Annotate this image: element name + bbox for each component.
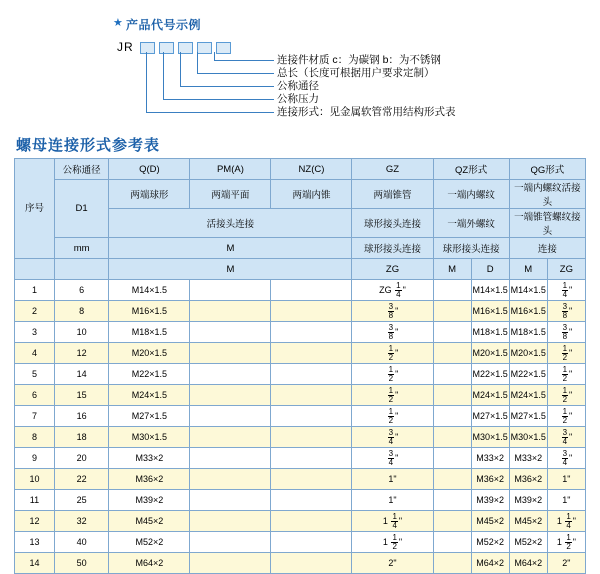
table-row bbox=[15, 490, 586, 511]
header-dn-unit: mm bbox=[54, 238, 108, 259]
leader-line bbox=[214, 52, 215, 60]
header-blank-dn bbox=[54, 259, 108, 280]
row-dn: 40 bbox=[54, 532, 108, 553]
row-pm bbox=[190, 301, 271, 322]
leader-line bbox=[197, 52, 198, 73]
row-qg-m: M18×1.5 bbox=[509, 322, 547, 343]
header-group-cn-qz-a: 一端内螺纹 bbox=[433, 180, 509, 209]
nut-connection-spec-table bbox=[14, 158, 586, 574]
row-seq: 2 bbox=[15, 301, 55, 322]
header-unit-qz-m: M bbox=[433, 259, 471, 280]
leader-line bbox=[180, 52, 181, 86]
row-nz bbox=[271, 553, 352, 574]
row-q: M18×1.5 bbox=[109, 322, 190, 343]
table-row bbox=[15, 301, 586, 322]
row-nz bbox=[271, 301, 352, 322]
row-qg-zg: $\frac{3}{4}$ " bbox=[547, 427, 585, 448]
row-seq: 9 bbox=[15, 448, 55, 469]
leader-line bbox=[197, 73, 274, 74]
row-qz-m bbox=[433, 301, 471, 322]
table-header bbox=[15, 159, 586, 280]
leader-line bbox=[146, 112, 274, 113]
row-q: M52×2 bbox=[109, 532, 190, 553]
row-qg-m: M30×1.5 bbox=[509, 427, 547, 448]
row-qg-zg: 1" bbox=[547, 469, 585, 490]
row-pm bbox=[190, 280, 271, 301]
legend-nominal-diameter: 公称通径 bbox=[277, 80, 319, 92]
legend-nominal-pressure: 公称压力 bbox=[277, 93, 319, 105]
row-gz: $\frac{1}{2}$ " bbox=[352, 406, 433, 427]
row-gz: 1 $\frac{1}{4}$ " bbox=[352, 511, 433, 532]
row-qz-m bbox=[433, 364, 471, 385]
row-qz-d: M52×2 bbox=[471, 532, 509, 553]
table-body bbox=[15, 280, 586, 574]
row-qg-zg: $\frac{1}{2}$ " bbox=[547, 364, 585, 385]
leader-line bbox=[163, 99, 274, 100]
header-group-sub-qg: 连接 bbox=[509, 238, 585, 259]
row-qz-d: M33×2 bbox=[471, 448, 509, 469]
row-dn: 32 bbox=[54, 511, 108, 532]
header-group-cn-gz: 两端锥管 bbox=[352, 180, 433, 209]
row-dn: 14 bbox=[54, 364, 108, 385]
row-qz-m bbox=[433, 490, 471, 511]
row-pm bbox=[190, 448, 271, 469]
row-nz bbox=[271, 343, 352, 364]
row-qg-zg: 1" bbox=[547, 490, 585, 511]
row-dn: 10 bbox=[54, 322, 108, 343]
row-pm bbox=[190, 511, 271, 532]
header-group-code-qg: QG形式 bbox=[509, 159, 585, 180]
row-qg-m: M24×1.5 bbox=[509, 385, 547, 406]
header-group-sub-qz: 球形接头连接 bbox=[433, 238, 509, 259]
row-qg-m: M22×1.5 bbox=[509, 364, 547, 385]
header-row-codes bbox=[15, 159, 586, 180]
row-qg-m: M45×2 bbox=[509, 511, 547, 532]
header-group-code-nz: NZ(C) bbox=[271, 159, 352, 180]
row-qg-m: M36×2 bbox=[509, 469, 547, 490]
row-qz-m bbox=[433, 385, 471, 406]
row-seq: 14 bbox=[15, 553, 55, 574]
row-gz: 2" bbox=[352, 553, 433, 574]
row-seq: 11 bbox=[15, 490, 55, 511]
header-group-code-pm: PM(A) bbox=[190, 159, 271, 180]
header-unit-qg-zg: ZG bbox=[547, 259, 585, 280]
row-q: M16×1.5 bbox=[109, 301, 190, 322]
row-seq: 1 bbox=[15, 280, 55, 301]
row-seq: 6 bbox=[15, 385, 55, 406]
row-dn: 16 bbox=[54, 406, 108, 427]
row-qg-zg: $\frac{1}{2}$ " bbox=[547, 406, 585, 427]
row-qz-d: M27×1.5 bbox=[471, 406, 509, 427]
row-gz: $\frac{1}{2}$ " bbox=[352, 385, 433, 406]
table-row bbox=[15, 322, 586, 343]
header-group-cn-qg-a: 一端内螺纹活接头 bbox=[509, 180, 585, 209]
row-pm bbox=[190, 469, 271, 490]
row-dn: 6 bbox=[54, 280, 108, 301]
row-qz-m bbox=[433, 448, 471, 469]
row-gz: $\frac{3}{4}$ " bbox=[352, 427, 433, 448]
table-row bbox=[15, 448, 586, 469]
row-seq: 3 bbox=[15, 322, 55, 343]
row-q: M45×2 bbox=[109, 511, 190, 532]
row-nz bbox=[271, 469, 352, 490]
row-qg-m: M64×2 bbox=[509, 553, 547, 574]
header-group-sub-gz: 球形接头连接 bbox=[352, 209, 433, 238]
row-seq: 12 bbox=[15, 511, 55, 532]
row-nz bbox=[271, 490, 352, 511]
row-qg-m: M20×1.5 bbox=[509, 343, 547, 364]
row-qz-m bbox=[433, 427, 471, 448]
row-nz bbox=[271, 364, 352, 385]
row-pm bbox=[190, 553, 271, 574]
legend-material: 连接件材质 c：为碳钢 b：为不锈钢 bbox=[277, 54, 441, 66]
row-nz bbox=[271, 511, 352, 532]
row-seq: 10 bbox=[15, 469, 55, 490]
row-seq: 5 bbox=[15, 364, 55, 385]
row-dn: 15 bbox=[54, 385, 108, 406]
row-dn: 25 bbox=[54, 490, 108, 511]
row-qg-zg: $\frac{3}{8}$ " bbox=[547, 301, 585, 322]
table-row bbox=[15, 364, 586, 385]
row-qz-d: M45×2 bbox=[471, 511, 509, 532]
table-row bbox=[15, 343, 586, 364]
row-gz: $\frac{3}{8}$ " bbox=[352, 301, 433, 322]
row-gz: 1 $\frac{1}{2}$ " bbox=[352, 532, 433, 553]
row-qg-m: M33×2 bbox=[509, 448, 547, 469]
row-qg-m: M52×2 bbox=[509, 532, 547, 553]
table-row bbox=[15, 406, 586, 427]
row-q: M33×2 bbox=[109, 448, 190, 469]
row-qg-zg: $\frac{1}{4}$ " bbox=[547, 280, 585, 301]
row-gz: $\frac{3}{4}$ " bbox=[352, 448, 433, 469]
row-nz bbox=[271, 406, 352, 427]
row-pm bbox=[190, 385, 271, 406]
row-pm bbox=[190, 343, 271, 364]
table-row bbox=[15, 427, 586, 448]
row-seq: 8 bbox=[15, 427, 55, 448]
row-dn: 20 bbox=[54, 448, 108, 469]
row-qg-zg: $\frac{1}{2}$ " bbox=[547, 343, 585, 364]
row-seq: 4 bbox=[15, 343, 55, 364]
header-dn-label: 公称通径 bbox=[54, 159, 108, 180]
row-qg-zg: 1 $\frac{1}{2}$ " bbox=[547, 532, 585, 553]
row-qz-d: M22×1.5 bbox=[471, 364, 509, 385]
row-qz-m bbox=[433, 406, 471, 427]
row-qz-d: M30×1.5 bbox=[471, 427, 509, 448]
row-qz-m bbox=[433, 322, 471, 343]
header-group-code-gz: GZ bbox=[352, 159, 433, 180]
row-qz-d: M24×1.5 bbox=[471, 385, 509, 406]
header-row-units bbox=[15, 259, 586, 280]
row-qz-m bbox=[433, 532, 471, 553]
header-group-cn-nz: 两端内锥 bbox=[271, 180, 352, 209]
section-title: 螺母连接形式参考表 bbox=[16, 137, 161, 154]
row-q: M39×2 bbox=[109, 490, 190, 511]
row-qg-zg: $\frac{1}{2}$ " bbox=[547, 385, 585, 406]
code-box-group bbox=[140, 42, 231, 54]
header-unit-zg: ZG bbox=[352, 259, 433, 280]
header-unit-qz-d: D bbox=[471, 259, 509, 280]
row-gz: 1" bbox=[352, 490, 433, 511]
row-qz-m bbox=[433, 469, 471, 490]
diagram-title: 产品代号示例 bbox=[126, 18, 202, 32]
row-pm bbox=[190, 322, 271, 343]
header-group-sub-gz-2: 球形接头连接 bbox=[352, 238, 433, 259]
row-nz bbox=[271, 385, 352, 406]
header-group-cn-pm: 两端平面 bbox=[190, 180, 271, 209]
row-gz: $\frac{1}{2}$ " bbox=[352, 364, 433, 385]
row-qg-zg: $\frac{3}{4}$ " bbox=[547, 448, 585, 469]
header-row-sub2 bbox=[15, 238, 586, 259]
row-seq: 13 bbox=[15, 532, 55, 553]
row-qg-m: M14×1.5 bbox=[509, 280, 547, 301]
header-group-code-qz: QZ形式 bbox=[433, 159, 509, 180]
legend-total-length: 总长（长度可根据用户要求定制） bbox=[277, 67, 435, 79]
row-q: M14×1.5 bbox=[109, 280, 190, 301]
row-qz-d: M18×1.5 bbox=[471, 322, 509, 343]
leader-line bbox=[163, 52, 164, 99]
row-gz: ZG $\frac{1}{4}$ " bbox=[352, 280, 433, 301]
row-dn: 22 bbox=[54, 469, 108, 490]
row-dn: 50 bbox=[54, 553, 108, 574]
row-pm bbox=[190, 427, 271, 448]
row-qz-m bbox=[433, 553, 471, 574]
row-nz bbox=[271, 322, 352, 343]
header-group-code-q: Q(D) bbox=[109, 159, 190, 180]
spec-table-wrap bbox=[14, 158, 586, 574]
row-qz-m bbox=[433, 280, 471, 301]
leader-line bbox=[214, 60, 274, 61]
row-dn: 18 bbox=[54, 427, 108, 448]
row-q: M64×2 bbox=[109, 553, 190, 574]
header-unit-qg-m: M bbox=[509, 259, 547, 280]
header-group-cn-qg-b: 一端锥管螺纹接头 bbox=[509, 209, 585, 238]
row-nz bbox=[271, 448, 352, 469]
header-unit-m-2: M bbox=[109, 259, 352, 280]
row-pm bbox=[190, 406, 271, 427]
row-q: M36×2 bbox=[109, 469, 190, 490]
code-box bbox=[140, 42, 155, 54]
header-row-cn bbox=[15, 180, 586, 209]
code-prefix-label: JR bbox=[117, 40, 134, 54]
row-qg-m: M27×1.5 bbox=[509, 406, 547, 427]
header-seq: 序号 bbox=[15, 159, 55, 259]
legend-connection-type: 连接形式：见金属软管常用结构形式表 bbox=[277, 106, 456, 118]
code-box bbox=[159, 42, 174, 54]
row-nz bbox=[271, 532, 352, 553]
row-qz-d: M16×1.5 bbox=[471, 301, 509, 322]
star-icon: ★ bbox=[113, 17, 123, 29]
row-q: M27×1.5 bbox=[109, 406, 190, 427]
header-dn-sub: D1 bbox=[54, 180, 108, 238]
row-qg-m: M16×1.5 bbox=[509, 301, 547, 322]
row-dn: 12 bbox=[54, 343, 108, 364]
header-blank-seq bbox=[15, 259, 55, 280]
row-gz: 1" bbox=[352, 469, 433, 490]
row-pm bbox=[190, 364, 271, 385]
code-box bbox=[216, 42, 231, 54]
row-q: M22×1.5 bbox=[109, 364, 190, 385]
header-group-cn-qz-b: 一端外螺纹 bbox=[433, 209, 509, 238]
table-row bbox=[15, 280, 586, 301]
table-row bbox=[15, 553, 586, 574]
row-qz-d: M14×1.5 bbox=[471, 280, 509, 301]
row-qg-zg: $\frac{3}{8}$ " bbox=[547, 322, 585, 343]
row-qg-m: M39×2 bbox=[509, 490, 547, 511]
row-pm bbox=[190, 490, 271, 511]
row-qz-d: M36×2 bbox=[471, 469, 509, 490]
row-qz-m bbox=[433, 511, 471, 532]
row-nz bbox=[271, 427, 352, 448]
row-gz: $\frac{1}{2}$ " bbox=[352, 343, 433, 364]
table-row bbox=[15, 385, 586, 406]
leader-line bbox=[146, 52, 147, 112]
row-nz bbox=[271, 280, 352, 301]
table-row bbox=[15, 511, 586, 532]
product-code-diagram bbox=[0, 0, 600, 135]
row-pm bbox=[190, 532, 271, 553]
code-box bbox=[197, 42, 212, 54]
row-qz-d: M20×1.5 bbox=[471, 343, 509, 364]
row-q: M20×1.5 bbox=[109, 343, 190, 364]
row-seq: 7 bbox=[15, 406, 55, 427]
row-q: M24×1.5 bbox=[109, 385, 190, 406]
header-group-sub-q: 活接头连接 bbox=[109, 209, 352, 238]
table-row bbox=[15, 469, 586, 490]
row-qz-d: M39×2 bbox=[471, 490, 509, 511]
row-dn: 8 bbox=[54, 301, 108, 322]
row-qz-d: M64×2 bbox=[471, 553, 509, 574]
row-qg-zg: 2" bbox=[547, 553, 585, 574]
row-gz: $\frac{3}{8}$ " bbox=[352, 322, 433, 343]
row-qg-zg: 1 $\frac{1}{4}$ " bbox=[547, 511, 585, 532]
row-q: M30×1.5 bbox=[109, 427, 190, 448]
header-unit-m: M bbox=[109, 238, 352, 259]
row-qz-m bbox=[433, 343, 471, 364]
table-row bbox=[15, 532, 586, 553]
leader-line bbox=[180, 86, 274, 87]
header-group-cn-q: 两端球形 bbox=[109, 180, 190, 209]
